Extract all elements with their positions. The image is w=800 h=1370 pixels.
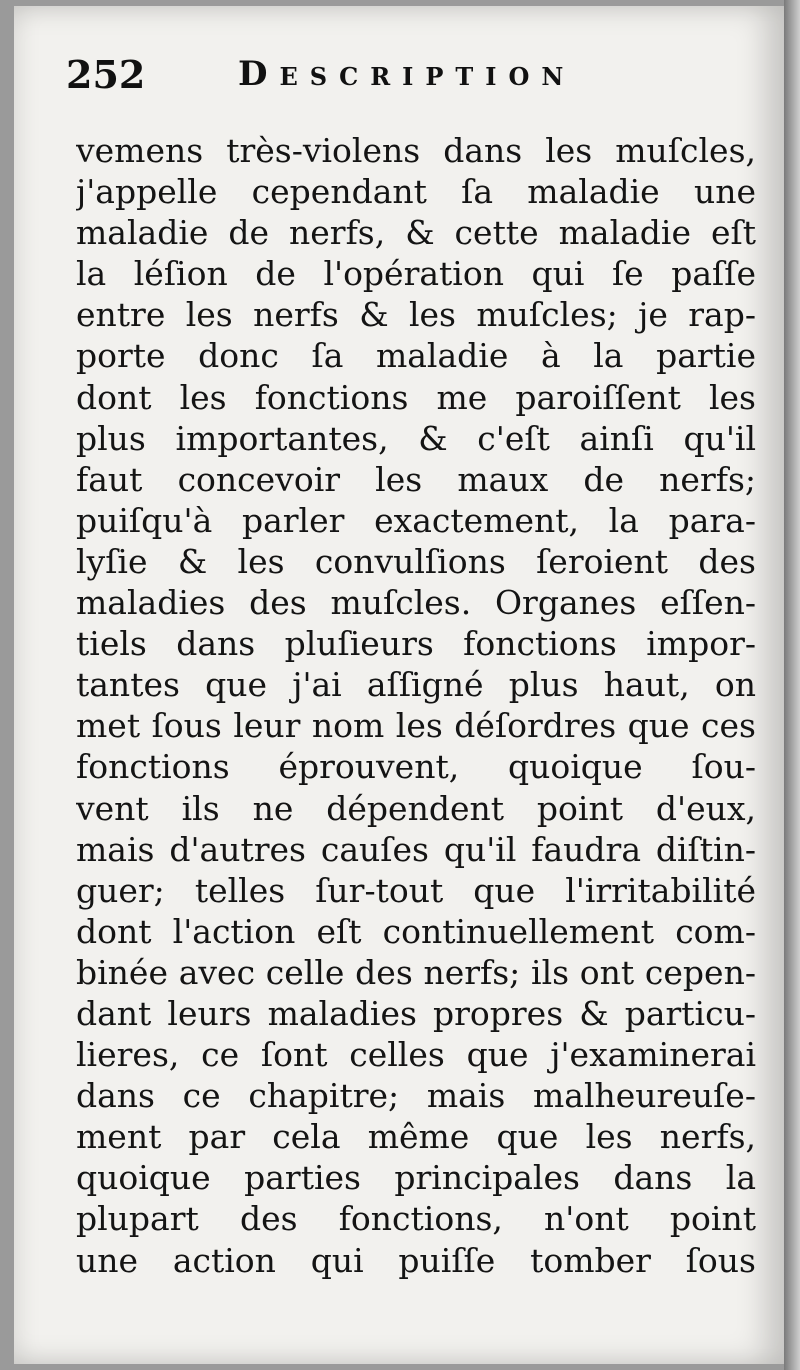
body-text bbox=[76, 130, 756, 1281]
text-line: puiſqu'à parler exactement, la para- bbox=[76, 500, 756, 540]
text-line: fonctions éprouvent, quoique ſou- bbox=[76, 747, 756, 787]
page-gutter bbox=[784, 0, 800, 1370]
text-line: plupart des fonctions, n'ont point bbox=[76, 1199, 756, 1239]
text-line: dont les fonctions me paroiſſent les bbox=[76, 377, 756, 417]
text-line: maladies des muſcles. Organes eſſen- bbox=[76, 583, 756, 623]
text-line: met ſous leur nom les déſordres que ces bbox=[76, 706, 756, 746]
text-line: quoique parties principales dans la bbox=[76, 1158, 756, 1198]
text-line: dont l'action eſt continuellement com- bbox=[76, 911, 756, 951]
text-line: binée avec celle des nerfs; ils ont cepen- bbox=[76, 952, 756, 992]
page-header bbox=[66, 50, 756, 110]
text-line: une action qui puiſſe tomber ſous bbox=[76, 1240, 756, 1280]
text-line: porte donc ſa maladie à la partie bbox=[76, 336, 756, 376]
text-line: entre les nerfs & les muſcles; je rap- bbox=[76, 295, 756, 335]
text-line: guer; telles ſur-tout que l'irritabilité bbox=[76, 870, 756, 910]
text-line: tantes que j'ai aſſigné plus haut, on bbox=[76, 665, 756, 705]
text-line: maladie de nerfs, & cette maladie eſt bbox=[76, 213, 756, 253]
text-line: dant leurs maladies propres & particu- bbox=[76, 993, 756, 1033]
page-number: 252 bbox=[66, 52, 146, 97]
text-line: lyſie & les convulſions ſeroient des bbox=[76, 541, 756, 581]
text-line: plus importantes, & c'eſt ainſi qu'il bbox=[76, 418, 756, 458]
text-line: faut concevoir les maux de nerfs; bbox=[76, 459, 756, 499]
text-line: dans ce chapitre; mais malheureuſe- bbox=[76, 1076, 756, 1116]
text-line: lieres, ce ſont celles que j'examinerai bbox=[76, 1035, 756, 1075]
text-line: vemens très-violens dans les muſcles, bbox=[76, 131, 756, 170]
running-head: Description bbox=[238, 54, 576, 94]
text-line: j'appelle cependant ſa maladie une bbox=[76, 172, 756, 212]
text-line: vent ils ne dépendent point d'eux, bbox=[76, 788, 756, 828]
text-line: tiels dans pluſieurs fonctions impor- bbox=[76, 624, 756, 664]
text-line: mais d'autres cauſes qu'il faudra diſtin- bbox=[76, 829, 756, 869]
book-page bbox=[14, 6, 784, 1364]
text-line: la léſion de l'opération qui ſe paſſe bbox=[76, 254, 756, 294]
text-line: ment par cela même que les nerfs, bbox=[76, 1117, 756, 1157]
